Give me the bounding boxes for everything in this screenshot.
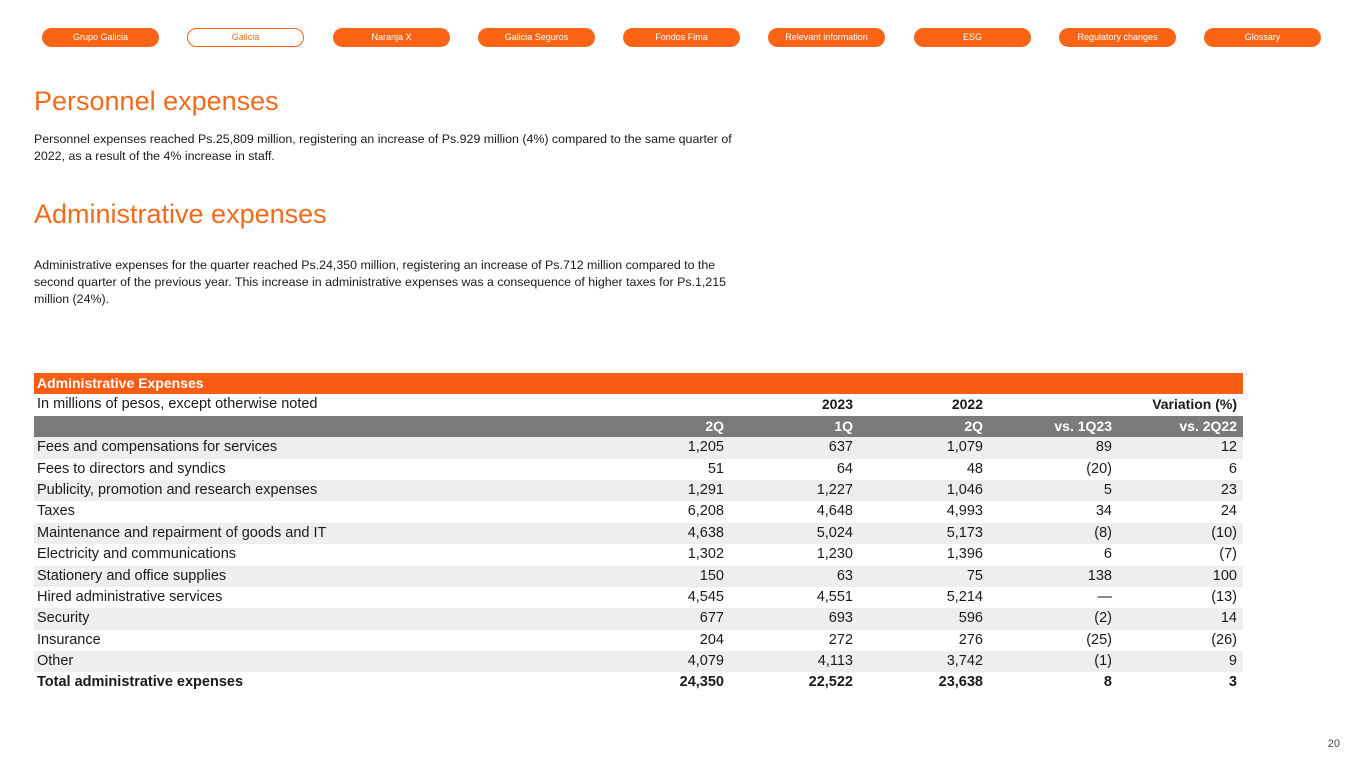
table-cell: 6	[1228, 460, 1237, 477]
table-cell: (7)	[1219, 546, 1237, 563]
table-cell: 6	[1103, 546, 1112, 563]
row-label: Taxes	[37, 503, 75, 520]
column-header: 1Q	[834, 417, 853, 434]
table-cell: 4,551	[816, 588, 853, 605]
table-body	[34, 437, 1243, 672]
table-cell: 1,227	[816, 481, 853, 498]
table-row	[34, 437, 1243, 458]
table-cell: 23	[1220, 481, 1237, 498]
table-cell: 51	[707, 460, 724, 477]
nav-tab-naranja-x[interactable]: Naranja X	[333, 28, 450, 47]
table-cell: 677	[699, 610, 724, 627]
table-title: Administrative Expenses	[37, 375, 204, 391]
top-nav	[42, 28, 1321, 47]
table-cell: (2)	[1094, 610, 1112, 627]
column-header: vs. 2Q22	[1179, 417, 1237, 434]
nav-tab-regulatory-changes[interactable]: Regulatory changes	[1059, 28, 1176, 47]
table-row	[34, 480, 1243, 501]
administrative-expenses-table	[34, 373, 1243, 694]
table-cell: 138	[1087, 567, 1112, 584]
table-cell: (25)	[1086, 631, 1112, 648]
table-cell: 693	[828, 610, 853, 627]
table-cell: 24	[1220, 503, 1237, 520]
column-header: vs. 1Q23	[1054, 417, 1112, 434]
table-row	[34, 501, 1243, 522]
table-row	[34, 566, 1243, 587]
table-cell: 150	[699, 567, 724, 584]
row-label: Electricity and communications	[37, 546, 237, 563]
table-row	[34, 523, 1243, 544]
table-cell: 63	[836, 567, 853, 584]
nav-tab-galicia-seguros[interactable]: Galicia Seguros	[478, 28, 595, 47]
table-cell: 4,113	[817, 653, 853, 670]
year-2023-label: 2023	[821, 396, 853, 413]
nav-tab-relevant-information[interactable]: Relevant information	[768, 28, 885, 47]
table-cell: 596	[958, 610, 983, 627]
table-cell: 34	[1095, 503, 1112, 520]
table-row	[34, 608, 1243, 629]
table-cell: 48	[966, 460, 983, 477]
table-year-header	[34, 394, 1243, 415]
table-row	[34, 544, 1243, 565]
table-cell: 5,173	[946, 524, 983, 541]
table-cell: (20)	[1086, 460, 1112, 477]
table-cell: 276	[958, 631, 983, 648]
table-cell: 12	[1220, 439, 1237, 456]
table-cell: 1,046	[946, 481, 983, 498]
table-cell: 5,024	[816, 524, 853, 541]
table-total-row	[34, 672, 1243, 693]
table-cell: 204	[699, 631, 724, 648]
table-cell: 64	[836, 460, 853, 477]
table-row	[34, 587, 1243, 608]
table-cell: 75	[966, 567, 983, 584]
total-cell: 22,522	[808, 674, 853, 691]
column-header: 2Q	[705, 417, 724, 434]
table-cell: 89	[1095, 439, 1112, 456]
row-label: Publicity, promotion and research expenses	[37, 481, 318, 498]
table-cell: 1,302	[687, 546, 724, 563]
nav-tab-fondos-fima[interactable]: Fondos Fima	[623, 28, 740, 47]
year-2022-label: 2022	[951, 396, 983, 413]
row-label: Fees to directors and syndics	[37, 460, 226, 477]
table-cell: 1,230	[816, 546, 853, 563]
total-cell: 24,350	[679, 674, 724, 691]
table-cell: —	[1097, 588, 1112, 605]
table-cell: 4,545	[687, 588, 724, 605]
table-cell: 1,205	[687, 439, 724, 456]
table-cell: 5	[1103, 481, 1112, 498]
table-cell: (10)	[1211, 524, 1237, 541]
table-row	[34, 459, 1243, 480]
row-label: Maintenance and repairment of goods and IT	[37, 524, 327, 541]
personnel-expenses-title: Personnel expenses	[34, 86, 279, 116]
table-cell: 6,208	[687, 503, 724, 520]
row-label: Security	[37, 610, 90, 627]
total-cell: 8	[1103, 674, 1112, 691]
table-cell: (26)	[1211, 631, 1237, 648]
table-cell: (1)	[1094, 653, 1112, 670]
column-header: 2Q	[964, 417, 983, 434]
row-label: Insurance	[37, 631, 101, 648]
table-subtitle: In millions of pesos, except otherwise noted	[37, 396, 318, 413]
page-number: 20	[1327, 738, 1340, 750]
total-cell: 3	[1228, 674, 1237, 691]
nav-tab-glossary[interactable]: Glossary	[1204, 28, 1321, 47]
table-cell: 9	[1228, 653, 1237, 670]
row-label: Fees and compensations for services	[37, 439, 278, 456]
variation-label: Variation (%)	[1152, 396, 1237, 413]
row-label: Other	[37, 653, 74, 670]
row-label: Stationery and office supplies	[37, 567, 227, 584]
row-label: Hired administrative services	[37, 588, 223, 605]
table-row	[34, 630, 1243, 651]
table-cell: 100	[1212, 567, 1237, 584]
table-cell: 3,742	[946, 653, 983, 670]
personnel-expenses-text: Personnel expenses reached Ps.25,809 million, registering an increase of Ps.929 million (4%) compared to the same quarter of 2022, as a result of the 4% increase in staff.	[34, 132, 732, 163]
table-cell: 1,396	[946, 546, 983, 563]
nav-tab-esg[interactable]: ESG	[914, 28, 1031, 47]
table-cell: 14	[1220, 610, 1237, 627]
table-row	[34, 651, 1243, 672]
table-cell: 4,638	[687, 524, 724, 541]
administrative-expenses-text: Administrative expenses for the quarter reached Ps.24,350 million, registering an increase of Ps.712 million compared to the second quarter of the previous year. This increase in administrative expenses was a consequence of higher taxes for Ps.1,215 million (24%).	[34, 258, 726, 306]
administrative-expenses-title: Administrative expenses	[34, 199, 327, 229]
table-cell: 4,079	[687, 653, 724, 670]
total-label: Total administrative expenses	[37, 674, 244, 691]
table-cell: 1,291	[687, 481, 724, 498]
table-cell: 272	[828, 631, 853, 648]
table-cell: (8)	[1094, 524, 1112, 541]
nav-tab-galicia[interactable]: Galicia	[187, 28, 304, 47]
table-cell: 637	[828, 439, 853, 456]
table-cell: (13)	[1211, 588, 1237, 605]
table-column-header	[34, 416, 1243, 437]
table-cell: 4,993	[946, 503, 983, 520]
nav-tab-grupo-galicia[interactable]: Grupo Galicia	[42, 28, 159, 47]
table-cell: 5,214	[946, 588, 983, 605]
table-cell: 4,648	[816, 503, 853, 520]
total-cell: 23,638	[938, 674, 983, 691]
table-title-bar	[34, 373, 1243, 394]
table-cell: 1,079	[946, 439, 983, 456]
